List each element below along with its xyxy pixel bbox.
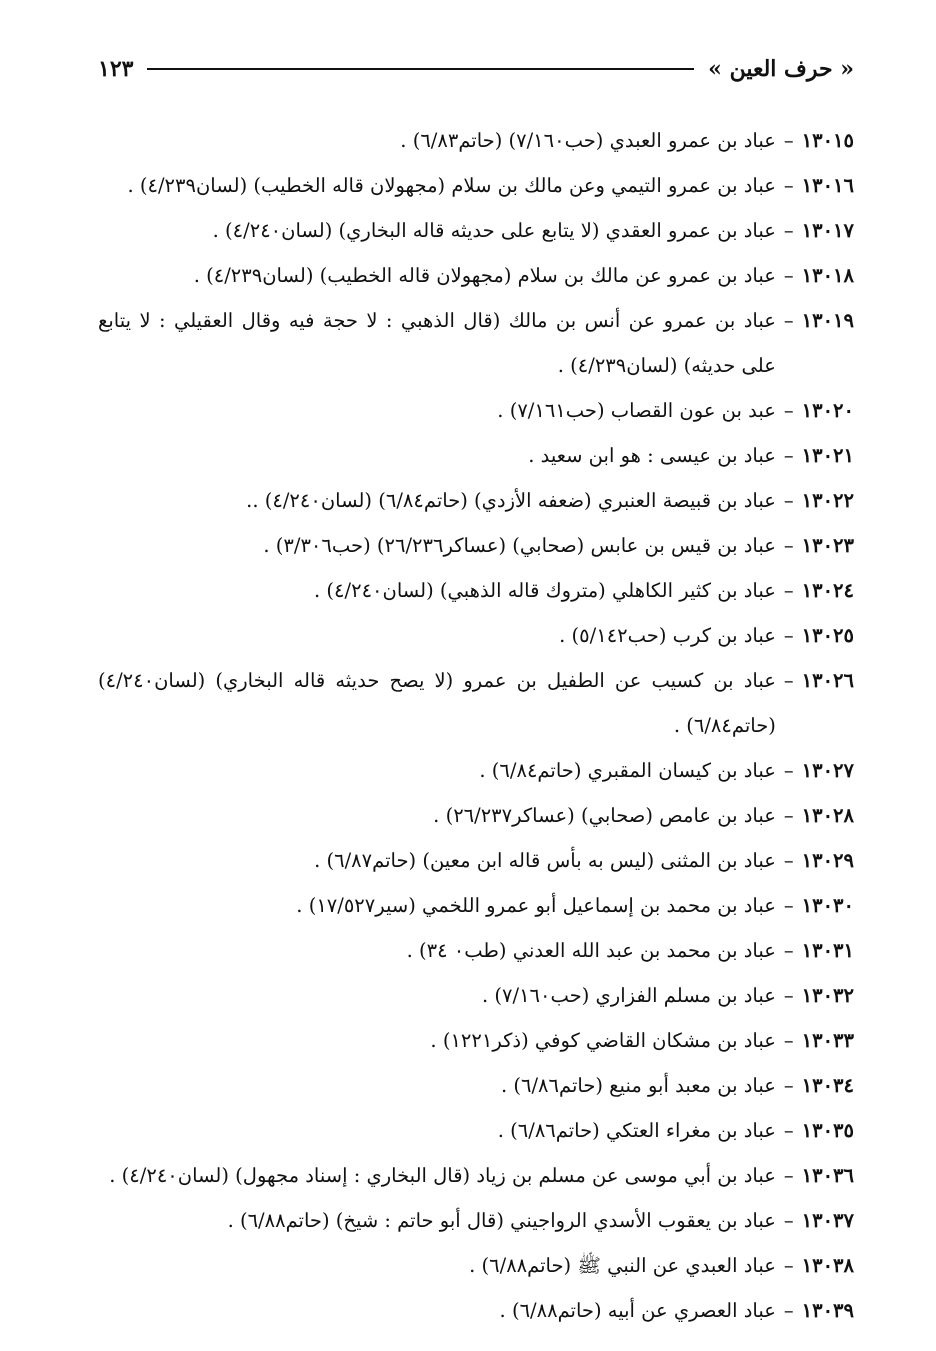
entry-text: عباد بن عمرو العقدي (لا يتابع على حديثه قاله البخاري) (لسان٤/٢٤٠) . [212,219,776,242]
entry-number: ١٣٠٣٤ [801,1074,854,1097]
entry-number: ١٣٠٣٦ [801,1164,854,1187]
entry-dash: – [783,1119,794,1142]
entry-row [98,208,854,253]
entry-row [98,928,854,973]
entry-text: عباد العصري عن أبيه (حاتم٦/٨٨) . [499,1299,776,1322]
entry-number: ١٣٠٢١ [801,444,854,467]
entry-text: عباد بن عامص (صحابي) (عساكر٢٦/٢٣٧) . [433,804,776,827]
entry-row [98,1243,854,1288]
entry-text: عباد بن عمرو عن أنس بن مالك (قال الذهبي : لا حجة فيه وقال العقيلي : لا يتابع على حديثه) (لسان٤/٢٣٩) . [98,309,776,377]
entry-text: عباد بن مسلم الفزاري (حب٧/١٦٠) . [482,984,776,1007]
entry-row [98,568,854,613]
entry-number: ١٣٠٢٩ [801,849,854,872]
entry-number: ١٣٠٣٢ [801,984,854,1007]
entry-row [98,433,854,478]
entry-text: عباد بن مغراء العتكي (حاتم٦/٨٦) . [497,1119,776,1142]
entry-number: ١٣٠٢٣ [801,534,854,557]
entry-dash: – [783,1299,794,1322]
entry-text: عباد بن كسيب عن الطفيل بن عمرو (لا يصح حديثه قاله البخاري) (لسان٤/٢٤٠) (حاتم٦/٨٤) . [98,669,776,737]
entry-dash: – [783,129,794,152]
entry-row [98,478,854,523]
entry-dash: – [783,264,794,287]
entry-text: عباد بن كيسان المقبري (حاتم٦/٨٤) . [479,759,776,782]
entry-text: عباد بن معبد أبو منيع (حاتم٦/٨٦) . [500,1074,776,1097]
entry-dash: – [783,624,794,647]
entry-number: ١٣٠٢٨ [801,804,854,827]
entry-dash: – [783,309,794,332]
entry-dash: – [783,1029,794,1052]
entry-row [98,118,854,163]
entry-row [98,793,854,838]
entry-dash: – [783,849,794,872]
entry-number: ١٣٠٢٥ [801,624,854,647]
entry-dash: – [783,1254,794,1277]
entry-number: ١٣٠٢٢ [801,489,854,512]
entry-row [98,748,854,793]
entry-text: عباد بن عمرو عن مالك بن سلام (مجهولان قاله الخطيب) (لسان٤/٢٣٩) . [193,264,776,287]
entry-row [98,1288,854,1333]
entry-dash: – [783,939,794,962]
page-number: ١٢٣ [98,56,134,82]
entry-text: عباد بن يعقوب الأسدي الرواجيني (قال أبو حاتم : شيخ) (حاتم٦/٨٨) . [227,1209,776,1232]
entry-dash: – [783,1164,794,1187]
page-header [98,54,854,84]
entry-number: ١٣٠١٥ [801,129,854,152]
entry-dash: – [783,444,794,467]
entry-row [98,1198,854,1243]
entry-row [98,253,854,298]
entry-row [98,388,854,433]
entry-row [98,523,854,568]
entry-dash: – [783,579,794,602]
header-rule [147,68,694,70]
entry-dash: – [783,894,794,917]
entry-text: عباد بن محمد بن إسماعيل أبو عمرو اللخمي (سير١٧/٥٢٧) . [296,894,776,917]
entry-text: عباد بن عيسى : هو ابن سعيد . [528,444,776,467]
entry-text: عبد بن عون القصاب (حب٧/١٦١) . [497,399,776,422]
entry-text: عباد بن عمرو التيمي وعن مالك بن سلام (مجهولان قاله الخطيب) (لسان٤/٢٣٩) . [127,174,776,197]
entry-row [98,1018,854,1063]
entry-number: ١٣٠١٧ [801,219,854,242]
entry-number: ١٣٠٢٧ [801,759,854,782]
entry-dash: – [783,984,794,1007]
entry-row [98,883,854,928]
entry-text: عباد بن كرب (حب٥/١٤٢) . [559,624,776,647]
entry-text: عباد العبدي عن النبي ﷺ (حاتم٦/٨٨) . [469,1254,776,1277]
entry-row [98,973,854,1018]
running-head-title: « حرف العين » [708,56,854,82]
entry-dash: – [783,804,794,827]
entry-row [98,163,854,208]
entry-dash: – [783,1209,794,1232]
entry-number: ١٣٠٣٥ [801,1119,854,1142]
entry-number: ١٣٠٢٠ [801,399,854,422]
entry-dash: – [783,219,794,242]
entry-row [98,298,854,388]
entry-number: ١٣٠٣١ [801,939,854,962]
entry-number: ١٣٠٢٦ [801,669,854,692]
entry-number: ١٣٠٣٣ [801,1029,854,1052]
entry-dash: – [783,1074,794,1097]
entry-number: ١٣٠٣٧ [801,1209,854,1232]
entry-number: ١٣٠٣٠ [801,894,854,917]
entry-dash: – [783,489,794,512]
entry-text: عباد بن أبي موسى عن مسلم بن زياد (قال البخاري : إسناد مجهول) (لسان٤/٢٤٠) . [109,1164,776,1187]
entry-text: عباد بن قبيصة العنبري (ضعفه الأزدي) (حاتم٦/٨٤) (لسان٤/٢٤٠) .. [246,489,776,512]
entry-number: ١٣٠٣٨ [801,1254,854,1277]
entry-row [98,838,854,883]
entry-text: عباد بن مشكان القاضي كوفي (ذكر١٢٢١) . [430,1029,776,1052]
entry-row [98,1108,854,1153]
entry-row [98,658,854,748]
entry-row [98,1153,854,1198]
entry-text: عباد بن المثنى (ليس به بأس قاله ابن معين) (حاتم٦/٨٧) . [314,849,776,872]
entry-number: ١٣٠١٩ [801,309,854,332]
entry-row [98,1063,854,1108]
entry-number: ١٣٠١٦ [801,174,854,197]
entry-text: عباد بن قيس بن عابس (صحابي) (عساكر٢٦/٢٣٦) (حب٣/٣٠٦) . [263,534,776,557]
entry-number: ١٣٠٣٩ [801,1299,854,1322]
entry-list [98,118,854,1333]
entry-dash: – [783,669,794,692]
entry-text: عباد بن كثير الكاهلي (متروك قاله الذهبي) (لسان٤/٢٤٠) . [314,579,776,602]
entry-dash: – [783,759,794,782]
entry-text: عباد بن عمرو العبدي (حب٧/١٦٠) (حاتم٦/٨٣) . [400,129,776,152]
entry-row [98,613,854,658]
entry-number: ١٣٠١٨ [801,264,854,287]
entry-number: ١٣٠٢٤ [801,579,854,602]
entry-dash: – [783,399,794,422]
entry-text: عباد بن محمد بن عبد الله العدني (طب٠ ٣٤) . [406,939,776,962]
entry-dash: – [783,534,794,557]
entry-dash: – [783,174,794,197]
